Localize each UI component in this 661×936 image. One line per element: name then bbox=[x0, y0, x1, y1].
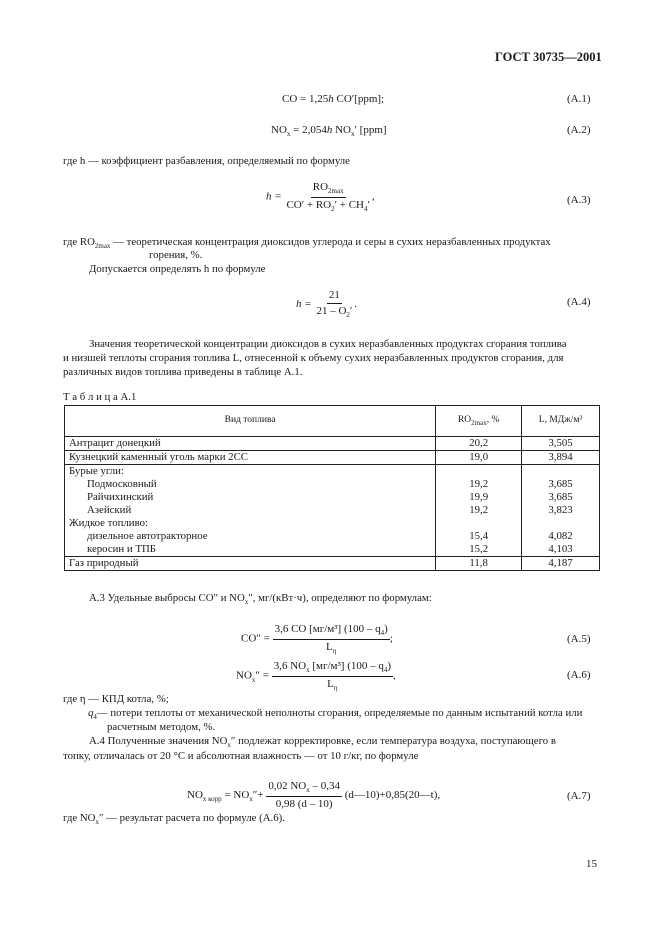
table-row bbox=[65, 437, 600, 451]
where-ro-text: где $RO_{2max}$ — теоретическая концентрация диоксидов углерода и серы в сухих неразбавленных продуктах bbox=[63, 236, 551, 251]
formula-a6: $NO_x''$ = $\frac{3,6 NO_x [мг/м^3] (100 - q_4)}{L_\eta}$ , bbox=[236, 660, 396, 692]
fuel-name-cell: Антрацит донецкий bbox=[65, 437, 436, 451]
formula-a4-label: (A.4) bbox=[567, 296, 591, 308]
where-nox-text: где $NO_x''$ — результат расчета по формуле (А.6). bbox=[63, 812, 285, 827]
ro2max-cell: 11,8 bbox=[436, 557, 522, 571]
ro2max-cell bbox=[436, 517, 522, 530]
heat-value-cell: 4,187 bbox=[522, 557, 600, 571]
allowed-text: Допускается определять h по формуле bbox=[89, 263, 266, 275]
formula-a6-label: (A.6) bbox=[567, 669, 591, 681]
heat-value-cell: 3,685 bbox=[522, 478, 600, 491]
header-fuel: Вид топлива bbox=[65, 406, 436, 437]
formula-a4: h = $\frac{21}{21 - O_2'}$ . bbox=[296, 289, 358, 320]
ro2max-cell: 19,2 bbox=[436, 504, 522, 517]
formula-a5-label: (A.5) bbox=[567, 633, 591, 645]
q4-text: $q_4—$ потери теплоты от механической неполноты сгорания, определяемые по данным испытаний котла или bbox=[88, 707, 583, 722]
heat-value-cell: 3,505 bbox=[522, 437, 600, 451]
heat-value-cell bbox=[522, 517, 600, 530]
para1-line3: различных видов топлива приведены в таблице А.1. bbox=[63, 366, 303, 378]
where-h-text: где h — коэффициент разбавления, определяемый по формуле bbox=[63, 155, 350, 167]
fuel-name-cell: Райчихинский bbox=[65, 491, 436, 504]
heat-value-cell: 4,103 bbox=[522, 543, 600, 557]
ro2max-cell: 19,9 bbox=[436, 491, 522, 504]
table-row bbox=[65, 557, 600, 571]
table-row bbox=[65, 478, 600, 491]
fuel-name-cell: Кузнецкий каменный уголь марки 2СС bbox=[65, 451, 436, 465]
where-ro-text-cont: горения, %. bbox=[149, 249, 203, 261]
table-caption: Т а б л и ц а А.1 bbox=[63, 391, 137, 403]
a3-text: А.3 Удельные выбросы CO″ и $NO_x''$, мг/(кВт·ч), определяют по формулам: bbox=[89, 592, 432, 607]
ro2max-cell: 19,0 bbox=[436, 451, 522, 465]
formula-a1-label: (A.1) bbox=[567, 93, 591, 105]
fuel-name-cell: Азейский bbox=[65, 504, 436, 517]
ro2max-cell: 19,2 bbox=[436, 478, 522, 491]
heat-value-cell bbox=[522, 465, 600, 479]
table-row bbox=[65, 465, 600, 479]
heat-value-cell: 3,823 bbox=[522, 504, 600, 517]
table-row bbox=[65, 517, 600, 530]
a4-text-line2: топку, отличалась от 20 °С и абсолютная влажность — от 10 г/кг, по формуле bbox=[63, 750, 419, 762]
fuel-name-cell: Бурые угли: bbox=[65, 465, 436, 479]
formula-a7: $NO_{x корр} = NO_x''+$ $\frac{0,02 NO_x - 0,34}{0,98 (d - 10)}$ (d—10)+0,85(20—t), bbox=[187, 780, 441, 810]
fuel-table bbox=[64, 405, 600, 571]
where-eta-text: где η — КПД котла, %; bbox=[63, 693, 169, 705]
formula-a1: CO = 1,25h CO′[ppm]; bbox=[282, 93, 385, 105]
fuel-name-cell: Газ природный bbox=[65, 557, 436, 571]
header-l: L, МДж/м³ bbox=[522, 406, 600, 437]
heat-value-cell: 3,685 bbox=[522, 491, 600, 504]
fuel-name-cell: Жидкое топливо: bbox=[65, 517, 436, 530]
fuel-name-cell: Подмосковный bbox=[65, 478, 436, 491]
para1-line2: и низшей теплоты сгорания топлива L, отнесенной к объему сухих неразбавленных продуктов сгорания, для bbox=[63, 352, 564, 364]
formula-a3: h = $\frac{RO_{2max}}{CO' + RO_2' + CH_4'}$ , bbox=[266, 181, 375, 213]
ro2max-cell: 15,4 bbox=[436, 530, 522, 543]
page-number: 15 bbox=[586, 858, 597, 870]
formula-a5: CO″ = $\frac{3,6 CO [мг/м^3] (100 - q_4)}{L_\eta}$ ; bbox=[241, 623, 393, 655]
formula-a3-label: (A.3) bbox=[567, 194, 591, 206]
fuel-name-cell: дизельное автотракторное bbox=[65, 530, 436, 543]
heat-value-cell: 3,894 bbox=[522, 451, 600, 465]
heat-value-cell: 4,082 bbox=[522, 530, 600, 543]
formula-a2: $NO_x = 2,054h$ $NO_x'$ [ppm] bbox=[271, 124, 387, 139]
table-row bbox=[65, 504, 600, 517]
fuel-name-cell: керосин и ТПБ bbox=[65, 543, 436, 557]
standard-header: ГОСТ 30735—2001 bbox=[495, 50, 602, 64]
para1-line1: Значения теоретической концентрации диоксидов в сухих неразбавленных продуктах сгорания топлива bbox=[89, 338, 567, 350]
ro2max-cell bbox=[436, 465, 522, 479]
q4-text-cont: расчетным методом, %. bbox=[107, 721, 216, 733]
ro2max-cell: 15,2 bbox=[436, 543, 522, 557]
table-row bbox=[65, 530, 600, 543]
ro2max-cell: 20,2 bbox=[436, 437, 522, 451]
formula-a7-label: (A.7) bbox=[567, 790, 591, 802]
table-row bbox=[65, 491, 600, 504]
a4-text-line1: А.4 Полученные значения $NO_x''$ подлежат корректировке, если температура воздуха, поступающего в bbox=[89, 735, 556, 750]
formula-a2-label: (A.2) bbox=[567, 124, 591, 136]
table-row bbox=[65, 543, 600, 557]
table-row bbox=[65, 451, 600, 465]
header-ro: $RO_{2max}$, % bbox=[436, 406, 522, 437]
